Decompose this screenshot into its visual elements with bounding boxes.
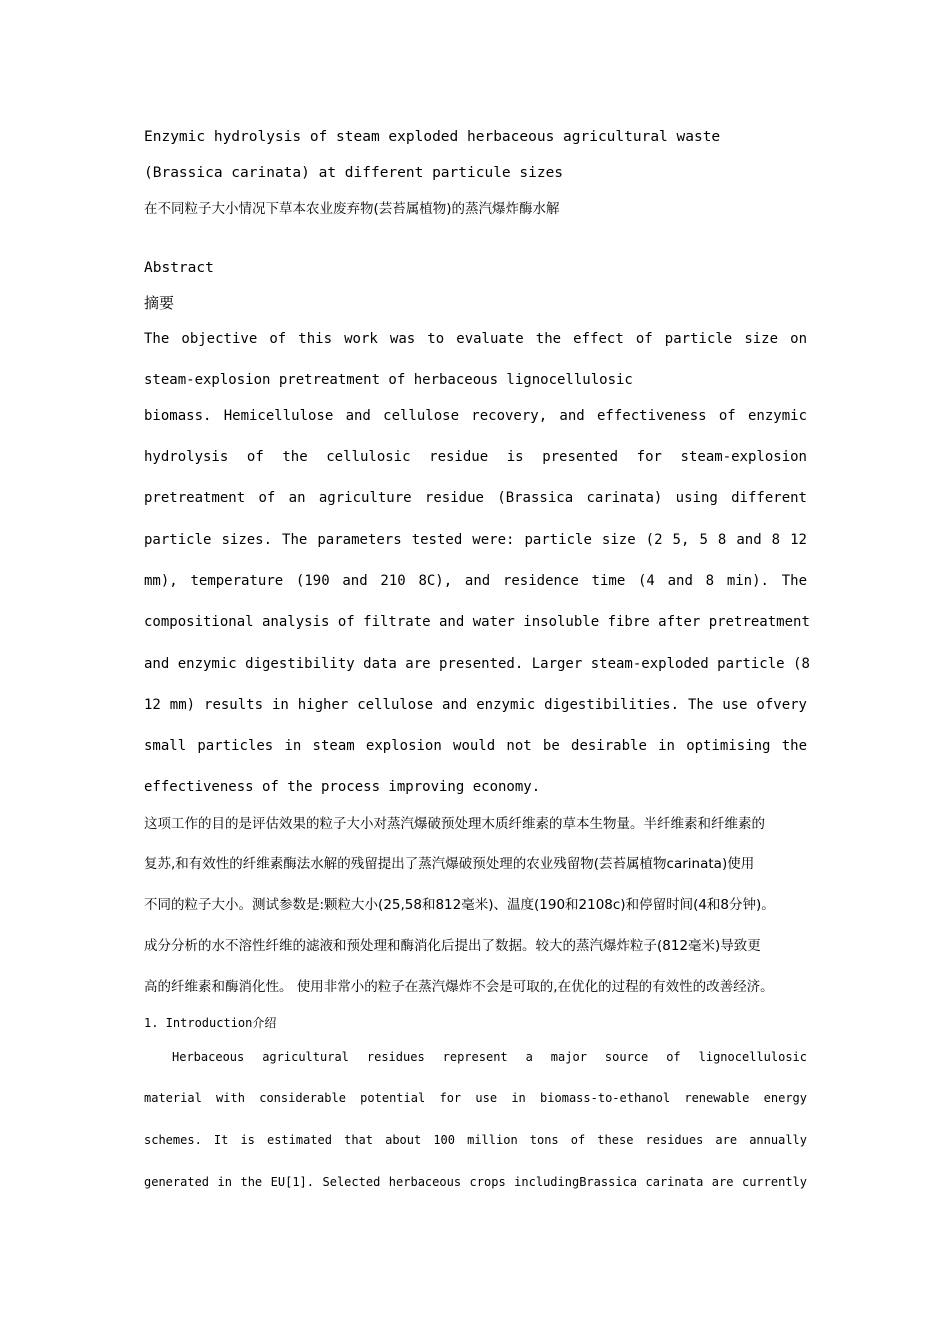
abstract-en-line: steam-explosion pretreatment of herbaceous lignocellulosic — [144, 372, 633, 388]
title-chinese: 在不同粒子大小情况下草本农业废弃物(芸苔属植物)的蒸汽爆炸酶水解 — [144, 201, 560, 217]
abstract-en-line: biomass. Hemicellulose and cellulose recovery, and effectiveness of enzymic — [144, 408, 807, 424]
introduction-line: schemes. It is estimated that about 100 million tons of these residues are annually — [144, 1133, 807, 1147]
introduction-line: material with considerable potential for use in biomass-to-ethanol renewable energy — [144, 1091, 807, 1105]
abstract-en-line: small particles in steam explosion would not be desirable in optimising the — [144, 738, 807, 754]
abstract-heading: Abstract — [144, 260, 214, 276]
title-line-2: (Brassica carinata) at different particule sizes — [144, 165, 564, 181]
abstract-en-line: pretreatment of an agriculture residue (Brassica carinata) using different — [144, 490, 807, 506]
abstract-en-line: and enzymic digestibility data are presented. Larger steam-exploded particle (8 — [144, 656, 810, 672]
abstract-zh-line: 高的纤维素和酶消化性。 使用非常小的粒子在蒸汽爆炸不会是可取的,在优化的过程的有效性的改善经济。 — [144, 979, 774, 995]
abstract-en-line: hydrolysis of the cellulosic residue is presented for steam-explosion — [144, 449, 807, 465]
abstract-en-line: compositional analysis of filtrate and water insoluble fibre after pretreatment — [144, 614, 810, 630]
abstract-en-line: particle sizes. The parameters tested were: particle size (2 5, 5 8 and 8 12 — [144, 532, 807, 548]
introduction-line: generated in the EU[1]. Selected herbaceous crops includingBrassica carinata are currently — [144, 1175, 807, 1189]
abstract-zh-line: 复苏,和有效性的纤维素酶法水解的残留提出了蒸汽爆破预处理的农业残留物(芸苔属植物carinata)使用 — [144, 856, 755, 872]
abstract-en-line: mm), temperature (190 and 210 8C), and residence time (4 and 8 min). The — [144, 573, 807, 589]
abstract-zh-line: 不同的粒子大小。测试参数是:颗粒大小(25,58和812毫米)、温度(190和2108c)和停留时间(4和8分钟)。 — [144, 897, 775, 913]
abstract-zh-line: 成分分析的水不溶性纤维的滤液和预处理和酶消化后提出了数据。较大的蒸汽爆炸粒子(812毫米)导致更 — [144, 938, 761, 954]
introduction-heading: 1. Introduction介绍 — [144, 1016, 277, 1030]
title-line-1: Enzymic hydrolysis of steam exploded herbaceous agricultural waste — [144, 129, 721, 145]
abstract-en-line: effectiveness of the process improving economy. — [144, 779, 541, 795]
abstract-en-line: The objective of this work was to evaluate the effect of particle size on — [144, 331, 807, 347]
abstract-heading-chinese: 摘要 — [144, 294, 175, 312]
abstract-en-line: 12 mm) results in higher cellulose and enzymic digestibilities. The use ofvery — [144, 697, 807, 713]
abstract-zh-line: 这项工作的目的是评估效果的粒子大小对蒸汽爆破预处理木质纤维素的草本生物量。半纤维素和纤维素的 — [144, 816, 765, 832]
introduction-line: Herbaceous agricultural residues represent a major source of lignocellulosic — [172, 1050, 807, 1064]
